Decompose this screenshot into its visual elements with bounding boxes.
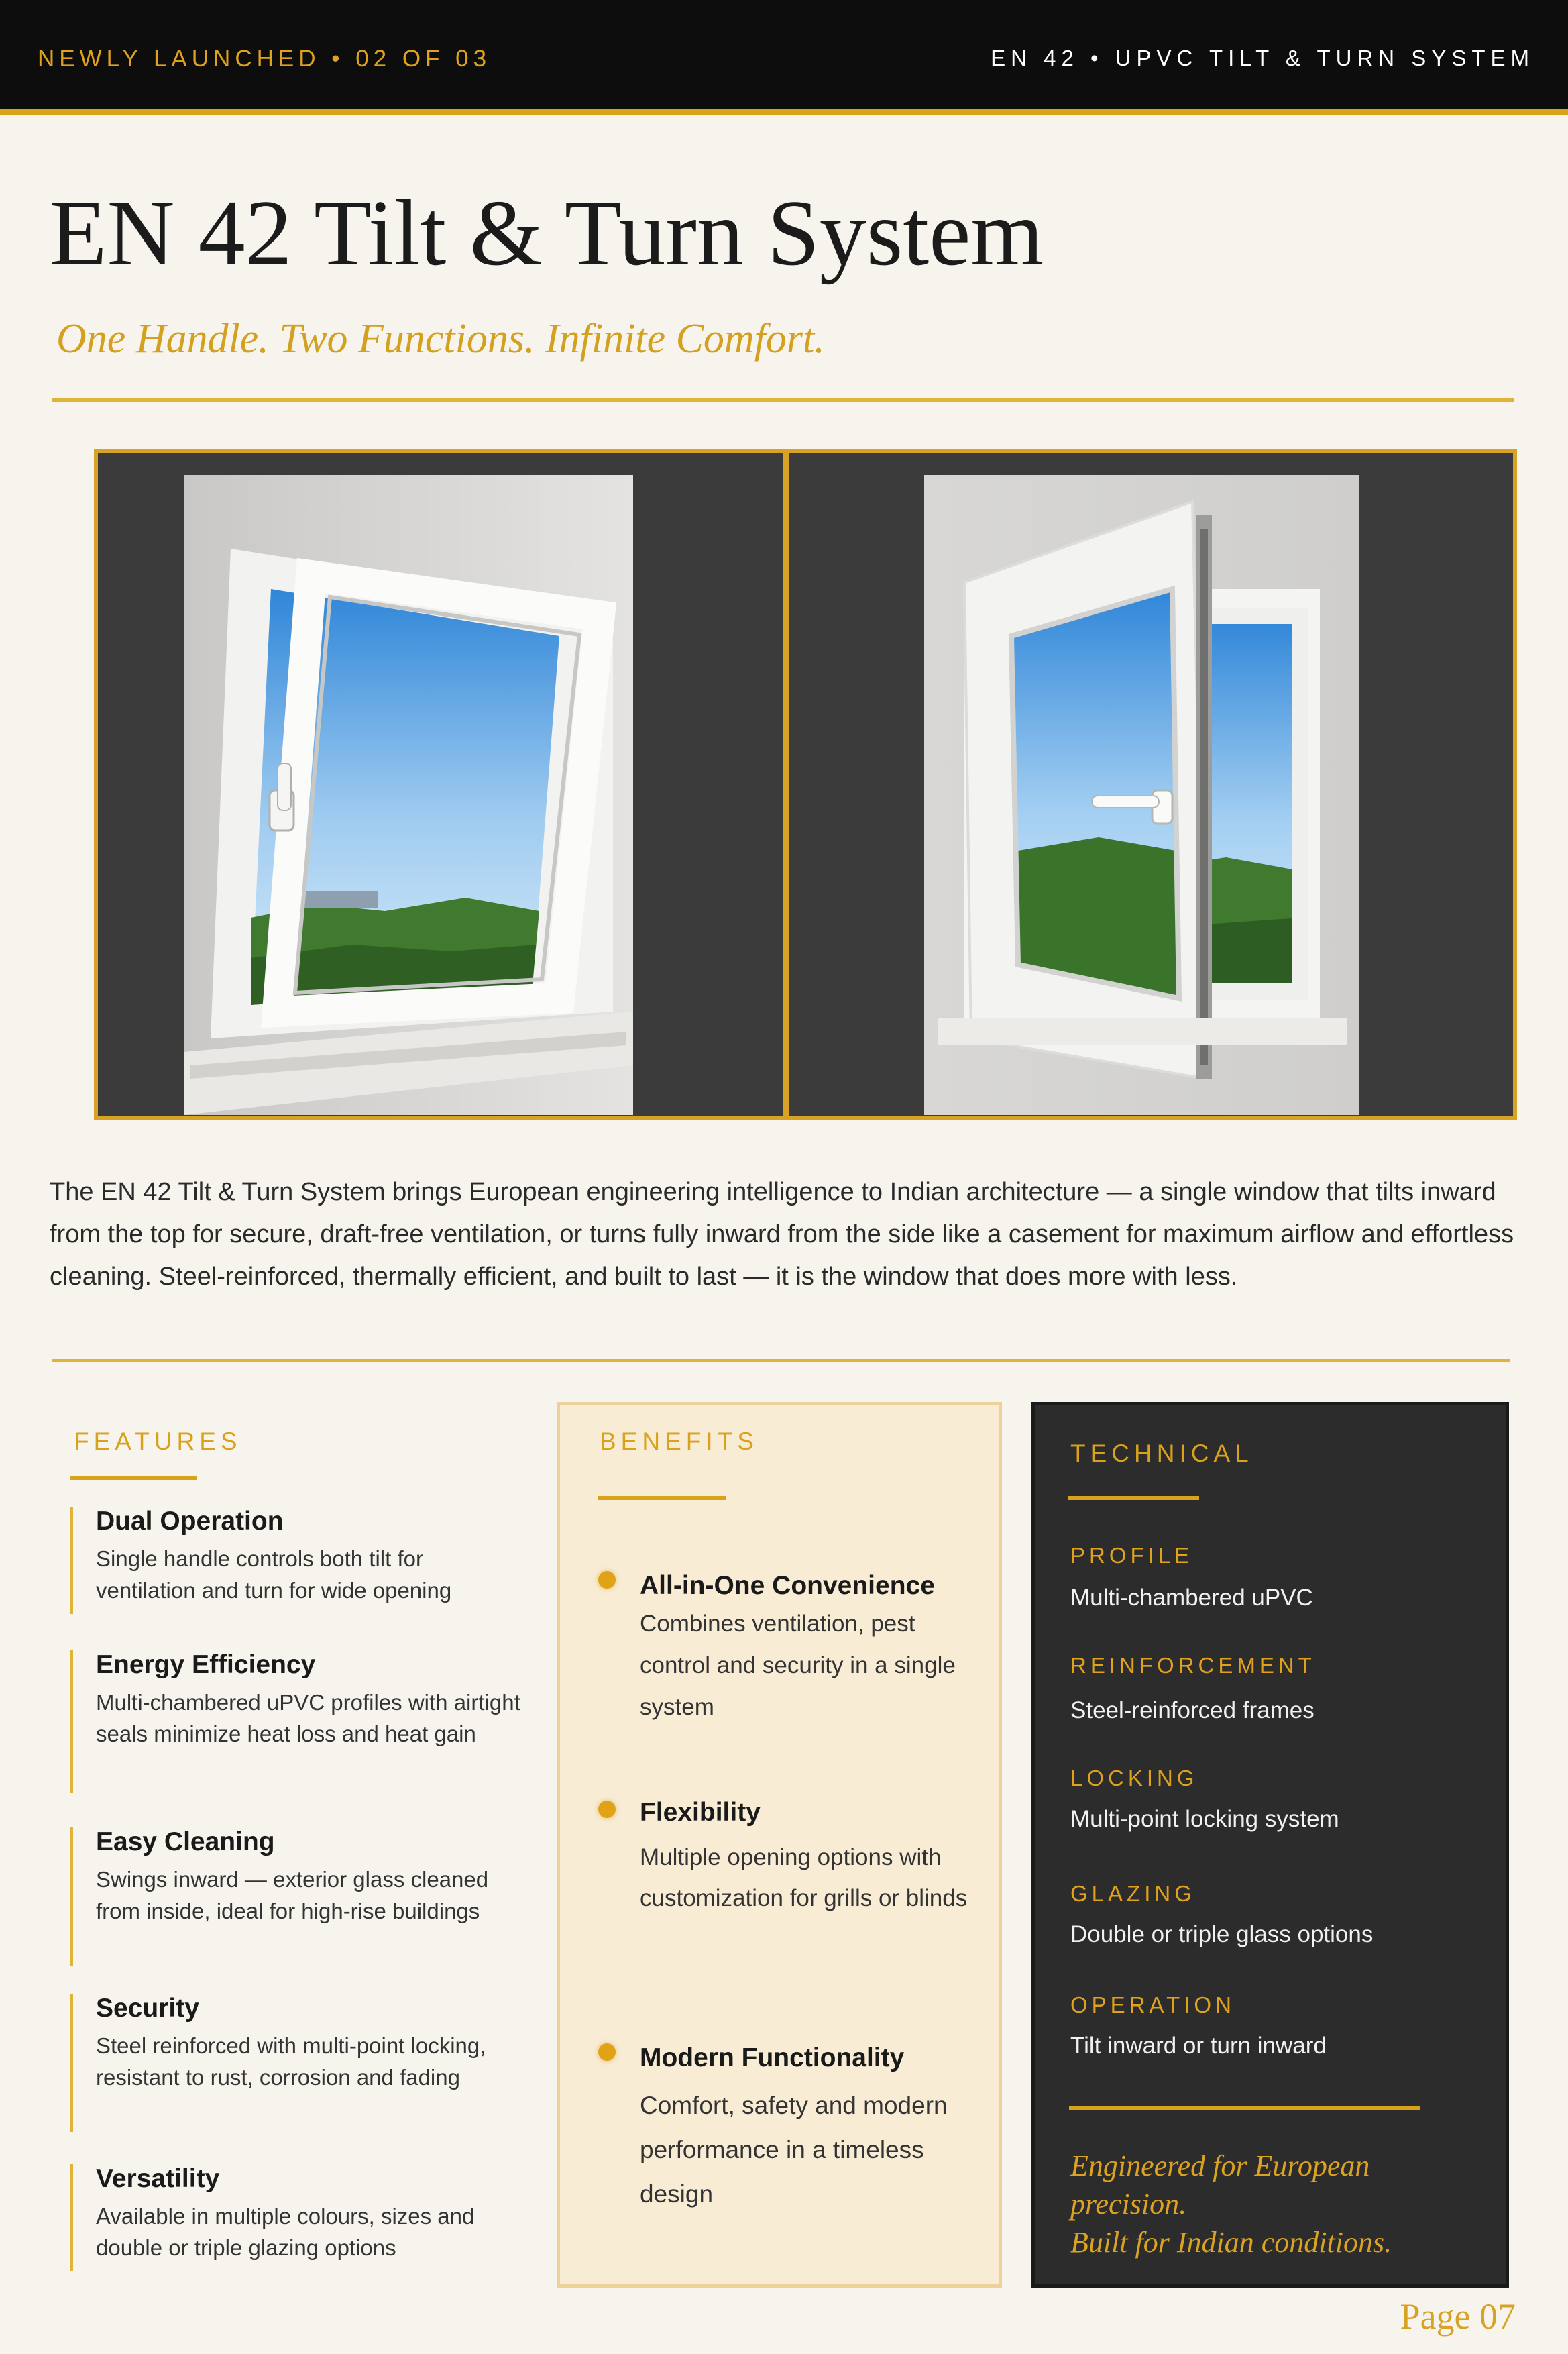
benefit-all-in-one <box>640 1571 989 1728</box>
benefits-heading-rule <box>598 1496 726 1500</box>
benefit-bullet-icon <box>598 2043 616 2061</box>
benefit-desc: Multiple opening options with customization for grills or blinds <box>640 1844 968 1911</box>
tech-label-locking: LOCKING <box>1070 1766 1198 1790</box>
technical-bottom-rule <box>1069 2106 1420 2110</box>
feature-name: Energy Efficiency <box>96 1650 316 1679</box>
feature-name: Security <box>96 1994 199 2023</box>
features-heading-rule <box>70 1476 197 1480</box>
tagline-line-1: Engineered for European precision. <box>1070 2149 1370 2221</box>
feature-easy-cleaning <box>70 1827 525 1966</box>
tech-label-reinforcement: REINFORCEMENT <box>1070 1653 1316 1678</box>
tech-value-reinforcement: Steel-reinforced frames <box>1070 1697 1314 1723</box>
feature-dual-operation <box>70 1507 525 1614</box>
page-number: Page 07 <box>1400 2296 1516 2337</box>
photo-divider <box>783 453 789 1116</box>
tagline-line-2: Built for Indian conditions. <box>1070 2226 1392 2259</box>
tech-label-operation: OPERATION <box>1070 1992 1235 2017</box>
window-turn-photo <box>924 475 1359 1115</box>
technical-tagline <box>1070 2147 1486 2261</box>
feature-versatility <box>70 2164 525 2271</box>
tech-value-profile: Multi-chambered uPVC <box>1070 1585 1313 1611</box>
feature-desc: Swings inward — exterior glass cleaned from inside, ideal for high-rise buildings <box>96 1867 489 1923</box>
window-tilt-photo <box>184 475 633 1115</box>
feature-desc: Multi-chambered uPVC profiles with airtight seals minimize heat loss and heat gain <box>96 1690 520 1746</box>
header-product-label: EN 42 • UPVC TILT & TURN SYSTEM <box>991 46 1534 70</box>
feature-security <box>70 1994 525 2132</box>
benefit-name: Flexibility <box>640 1798 761 1827</box>
feature-name: Dual Operation <box>96 1507 284 1536</box>
benefit-flexibility <box>640 1798 989 1919</box>
tech-value-operation: Tilt inward or turn inward <box>1070 2033 1327 2059</box>
feature-desc: Available in multiple colours, sizes and double or triple glazing options <box>96 2204 475 2260</box>
photo-panel <box>94 449 1517 1120</box>
benefit-desc: Combines ventilation, pest control and security in a single system <box>640 1611 956 1720</box>
feature-name: Versatility <box>96 2164 220 2193</box>
top-bar <box>0 0 1568 115</box>
intro-paragraph: The EN 42 Tilt & Turn System brings European engineering intelligence to Indian architecture — a single window that tilts inward from the top for secure, draft-free ventilation, or turns fully inward from the side like a casement for maximum airflow and effortless cleaning. Steel-reinforced, thermally efficient, and built to last — it is the window that does more with less. <box>50 1178 1514 1291</box>
features-heading: FEATURES <box>74 1428 242 1455</box>
technical-heading: TECHNICAL <box>1070 1440 1253 1467</box>
page-title: EN 42 Tilt & Turn System <box>50 181 1044 285</box>
intro-divider <box>52 1359 1510 1362</box>
feature-name: Easy Cleaning <box>96 1827 275 1856</box>
benefit-name: All-in-One Convenience <box>640 1571 935 1600</box>
feature-desc: Steel reinforced with multi-point locking, resistant to rust, corrosion and fading <box>96 2033 486 2090</box>
benefits-heading: BENEFITS <box>600 1428 759 1455</box>
benefit-bullet-icon <box>598 1801 616 1818</box>
tech-value-glazing: Double or triple glass options <box>1070 1921 1374 1947</box>
tech-value-locking: Multi-point locking system <box>1070 1806 1339 1832</box>
technical-heading-rule <box>1068 1496 1199 1500</box>
header-series-label: NEWLY LAUNCHED • 02 OF 03 <box>38 46 492 72</box>
page-subtitle: One Handle. Two Functions. Infinite Comfort. <box>56 316 825 362</box>
benefit-desc: Comfort, safety and modern performance in a timeless design <box>640 2092 948 2208</box>
benefit-bullet-icon <box>598 1571 616 1589</box>
tech-label-profile: PROFILE <box>1070 1543 1194 1568</box>
feature-desc: Single handle controls both tilt for ventilation and turn for wide opening <box>96 1546 452 1603</box>
benefit-name: Modern Functionality <box>640 2043 905 2072</box>
tech-label-glazing: GLAZING <box>1070 1881 1196 1906</box>
feature-energy-efficiency <box>70 1650 525 1793</box>
title-divider <box>52 398 1514 402</box>
benefit-modern-functionality <box>640 2043 989 2216</box>
